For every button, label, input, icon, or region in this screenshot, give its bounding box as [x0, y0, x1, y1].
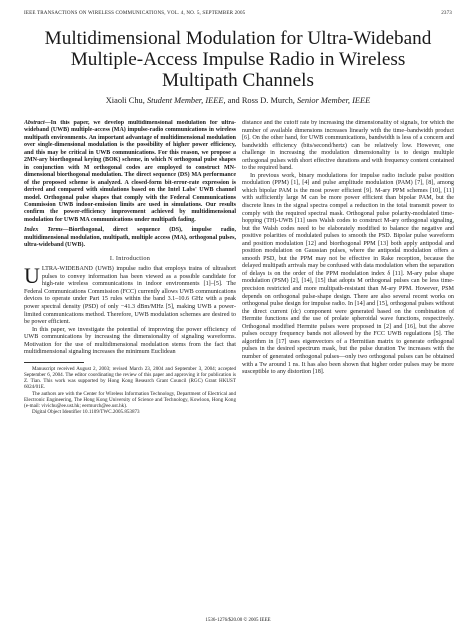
- right-column: [242, 120, 454, 608]
- index-terms: [24, 227, 236, 249]
- footnote-received: Manuscript received August 2, 2003; revised March 23, 2004 and September 3, 2004; accepted September 6, 2004. The editor coordinating the review of this paper and approving it for publication is Z. Tian. This work was supported by Hong Kong Research Grant Council (RGC) Grant HKUST 6024/01E.: [24, 365, 236, 391]
- left-column: [24, 120, 236, 610]
- journal-header: IEEE TRANSACTIONS ON WIRELESS COMMUNICATIONS, VOL. 4, NO. 5, SEPTEMBER 2005: [24, 10, 246, 16]
- index-terms-text: Biorthogonal, direct sequence (DS), impulse radio, multidimensional modulation, multipath, multiple access (MA), orthogonal pulses, ultra-wideband (UWB).: [24, 227, 236, 249]
- paper-title: [18, 28, 458, 91]
- intro-paragraph-1: [24, 263, 236, 326]
- body-paragraph-continued: distance and the cutoff rate by increasing the dimensionality of signals, for which the number of available dimensions increases linearly with the time–bandwidth product [6]. On the other hand, for UWB communications, bandwidth is less of a concern and bandwidth efficiency (bits/second/hertz) can be relatively low. However, one challenge in increasing the modulation dimensionality is to design multiple orthogonal pulses with short effective durations and with frequency content contained to the required band.: [242, 120, 454, 172]
- abstract-text: In this paper, we develop multidimensional modulation for ultra-wideband (UWB) multiple-access (MA) impulse-radio communications in wireless multipath environments. An important advantage of multidimensional modulation over single-dimensional modulation is the possibility of higher power efficiency, and this may be critical in UWB communications. For this reason, we propose a 2MN-ary biorthogonal keying (BOK) scheme, in which N orthogonal pulse shapes in conjunction with M orthogonal codes are employed to construct MN-dimensional biorthogonal modulation. The direct sequence (DS) MA performance of the proposed scheme is analyzed. A closed-form bit-error-rate expression is derived and compared with simulations based on the Intel Labs' UWB channel model. Orthogonal pulse shapes that comply with the Federal Communications Commission UWB indoor-emission limits are used in simulations. Our results confirm the power-efficiency improvement achieved by multidimensional modulation for UWB MA communications under multipath fading.: [24, 120, 236, 223]
- author-2-role: Senior Member, IEEE: [296, 96, 371, 105]
- page-number: 2373: [441, 10, 452, 16]
- author-line: [18, 96, 458, 106]
- title-line-3: Multipath Channels: [162, 70, 314, 91]
- abstract-label: Abstract—: [24, 120, 51, 126]
- footnote-divider: [24, 362, 84, 363]
- copyright-line: 1536-1276/$20.00 © 2005 IEEE: [205, 618, 271, 623]
- author-1-role: Student Member, IEEE,: [146, 96, 226, 105]
- body-paragraph-previous-work: In previous work, binary modulations for impulse radio include pulse position modulation (PPM) [1], [4] and pulse amplitude modulation (PAM) [7], [8], among which bipolar PAM is the most power efficient [9]. M-ary PPM schemes [10], [11] with sufficiently large M can be more power efficient than bipolar PAM, but the discrete lines in the signal spectra compel a reduction in the total transmit power to comply with the required spectral mask. Orthogonal pulse polarity-modulated time-hopping (TH)-UWB [11] uses Walsh codes to construct M-ary orthogonal signaling, but the Walsh codes need to be elaborately modified to balance the negative and positive polarities of modulated pulses to smooth the PSD. Bipolar pulse waveform and position modulation [12] and biorthogonal PPM [13] both apply antipodal and position modulation on Gaussian pulses, where the antipodal modulation offers a smooth PSD, but the PPM may not be effective in Rake reception, because the delayed multipath arrivals may be confused with data modulation when the separation of delays is on the order of the PPM modulation index δ [11]. M-ary pulse shape modulation (PSM) [2], [14], [15] that adopts M orthogonal pulses can be less time-precision restricted and more multipath-resistant than M-ary PPM. However, PSM depends on orthogonal pulse-shape design. There are also several recent works on orthogonal pulse design for impulse radio. In [14] and [15], orthogonal pulses without the direct current (dc) component were generated based on the combination of Hermite functions and the use of prolate spheroidal wave functions, respectively. Orthogonal modified Hermite pulses were proposed in [2] and [16], but the above pulses occupy frequency bands not allowed by the FCC UWB regulations [5]. The algorithm in [17] uses eigenvectors of a Hermitian matrix to generate orthogonal pulses in the desired spectrum mask, but the pulse duration Tw increases with the number of generated orthogonal pulses—only two orthogonal pulses can be obtained with a Tw around 1 ns. It has also been shown that higher order pulses may be more susceptible to any distortion [18].: [242, 172, 454, 376]
- footnote-affiliation: The authors are with the Center for Wireless Information Technology, Department of Electrical and Electronic Engineering, The Hong Kong University of Science and Technology, Kowloon, Hong Kong (e-mail: vivichu@ee.ust.hk; eermurch@ee.ust.hk).: [24, 390, 236, 410]
- title-line-2: Multiple-Access Impulse Radio in Wireless: [70, 49, 406, 70]
- drop-cap: U: [24, 263, 40, 289]
- title-line-1: Multidimensional Modulation for Ultra-Wideband: [44, 28, 432, 49]
- author-connector: and Ross D. Murch,: [227, 96, 295, 105]
- running-head: [24, 10, 452, 19]
- footnote-doi: Digital Object Identifier 10.1109/TWC.2005.853873: [32, 409, 140, 416]
- author-1-name: Xiaoli Chu,: [105, 96, 145, 105]
- section-heading-introduction: I. Introduction: [109, 254, 151, 262]
- intro-paragraph-1-text: LTRA-WIDEBAND (UWB) impulse radio that employs trains of ultrashort pulses to convey information has been viewed as a possible candidate for high-rate wireless communications in indoor environments [1]–[5]. The Federal Communications Commission (FCC) currently allows UWB communications devices to operate under Part 15 rules within the band 3.1–10.6 GHz with a peak power spectral density (PSD) of only −41.3 dBm/MHz [5], making UWB a power-limited communications method. Therefore, UWB modulation schemes are desired to be power efficient.: [24, 266, 236, 326]
- abstract: [24, 120, 236, 224]
- intro-paragraph-2: In this paper, we investigate the potential of improving the power efficiency of UWB communications by increasing the dimensionality of signaling waveforms. Motivation for the use of multidimensional modulation stems from the fact that multidimensional signaling increases the minimum Euclidean: [24, 326, 236, 356]
- index-terms-label: Index Terms—: [24, 227, 69, 234]
